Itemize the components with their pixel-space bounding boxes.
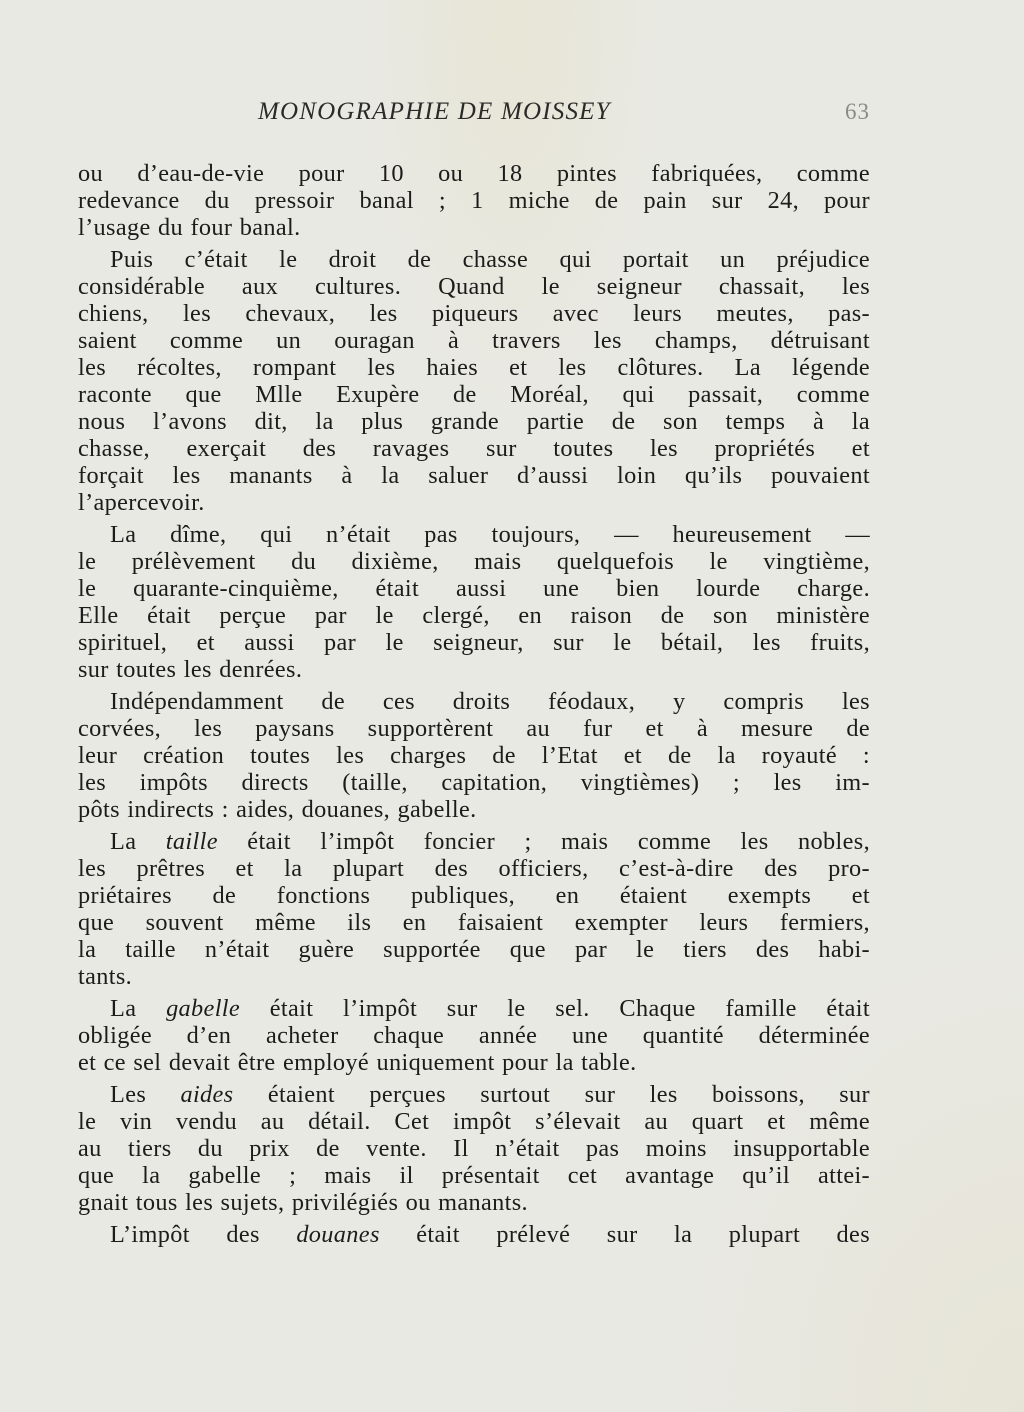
text-line: les prêtres et la plupart des officiers, c’est-à-dire des pro- xyxy=(78,855,870,882)
emphasis-term: aides xyxy=(180,1081,234,1108)
emphasis-term: douanes xyxy=(296,1221,380,1248)
text-line: pôts indirects : aides, douanes, gabelle. xyxy=(78,796,477,823)
text-line xyxy=(78,1221,870,1248)
running-head xyxy=(258,98,870,132)
text-line xyxy=(78,995,870,1022)
text-line: l’apercevoir. xyxy=(78,489,205,516)
text-line: que souvent même ils en faisaient exempter leurs fermiers, xyxy=(78,909,870,936)
text-line: que la gabelle ; mais il présentait cet avantage qu’il attei- xyxy=(78,1162,870,1189)
text-run: L’impôt des xyxy=(110,1221,297,1248)
body-text xyxy=(78,160,870,1253)
paragraph-dime xyxy=(78,521,870,683)
text-run: La xyxy=(110,995,167,1022)
emphasis-term: taille xyxy=(165,828,218,855)
text-line: les récoltes, rompant les haies et les clôtures. La légende xyxy=(78,354,870,381)
emphasis-term: gabelle xyxy=(166,995,241,1022)
paragraph-droit-de-chasse xyxy=(78,246,870,516)
paragraph-continuation xyxy=(78,160,870,241)
text-line: priétaires de fonctions publiques, en étaient exempts et xyxy=(78,882,870,909)
paragraph-aides xyxy=(78,1081,870,1216)
text-line: Indépendamment de ces droits féodaux, y compris les xyxy=(110,688,870,715)
text-run: était l’impôt sur le sel. Chaque famille était xyxy=(240,995,871,1022)
text-line xyxy=(78,1081,870,1108)
text-line: sur toutes les denrées. xyxy=(78,656,303,683)
text-line: l’usage du four banal. xyxy=(78,214,301,241)
paragraph-impots xyxy=(78,688,870,823)
text-line: Puis c’était le droit de chasse qui portait un préjudice xyxy=(110,246,870,273)
text-line: leur création toutes les charges de l’Etat et de la royauté : xyxy=(78,742,870,769)
running-title: MONOGRAPHIE DE MOISSEY xyxy=(258,98,611,125)
text-line: le vin vendu au détail. Cet impôt s’élevait au quart et même xyxy=(78,1108,870,1135)
text-line: redevance du pressoir banal ; 1 miche de pain sur 24, pour xyxy=(78,187,870,214)
text-run: La xyxy=(110,828,166,855)
paragraph-douanes xyxy=(78,1221,870,1248)
text-line: le quarante-cinquième, était aussi une bien lourde charge. xyxy=(78,575,870,602)
text-line: la taille n’était guère supportée que par le tiers des habi- xyxy=(78,936,870,963)
text-line: ou d’eau-de-vie pour 10 ou 18 pintes fabriquées, comme xyxy=(78,160,870,187)
text-run: était prélevé sur la plupart des xyxy=(379,1221,870,1248)
text-line: obligée d’en acheter chaque année une quantité déterminée xyxy=(78,1022,870,1049)
text-line: considérable aux cultures. Quand le seigneur chassait, les xyxy=(78,273,870,300)
text-line: corvées, les paysans supportèrent au fur et à mesure de xyxy=(78,715,870,742)
text-line: au tiers du prix de vente. Il n’était pas moins insupportable xyxy=(78,1135,870,1162)
text-line: chasse, exerçait des ravages sur toutes les propriétés et xyxy=(78,435,870,462)
text-line: les impôts directs (taille, capitation, vingtièmes) ; les im- xyxy=(78,769,870,796)
text-line: raconte que Mlle Exupère de Moréal, qui passait, comme xyxy=(78,381,870,408)
text-line: et ce sel devait être employé uniquement pour la table. xyxy=(78,1049,637,1076)
text-line: saient comme un ouragan à travers les champs, détruisant xyxy=(78,327,870,354)
page-number: 63 xyxy=(845,99,870,124)
text-line: tants. xyxy=(78,963,133,990)
text-run: étaient perçues surtout sur les boissons, sur xyxy=(233,1081,870,1108)
text-run: était l’impôt foncier ; mais comme les nobles, xyxy=(217,828,871,855)
text-line: spirituel, et aussi par le seigneur, sur le bétail, les fruits, xyxy=(78,629,870,656)
paragraph-taille xyxy=(78,828,870,990)
text-line: gnait tous les sujets, privilégiés ou manants. xyxy=(78,1189,528,1216)
text-line: le prélèvement du dixième, mais quelquefois le vingtième, xyxy=(78,548,870,575)
text-line: forçait les manants à la saluer d’aussi loin qu’ils pouvaient xyxy=(78,462,870,489)
text-line: La dîme, qui n’était pas toujours, — heureusement — xyxy=(110,521,870,548)
paragraph-gabelle xyxy=(78,995,870,1076)
text-line xyxy=(78,828,870,855)
text-line: nous l’avons dit, la plus grande partie de son temps à la xyxy=(78,408,870,435)
text-run: Les xyxy=(110,1081,181,1108)
text-line: Elle était perçue par le clergé, en raison de son ministère xyxy=(78,602,870,629)
text-line: chiens, les chevaux, les piqueurs avec leurs meutes, pas- xyxy=(78,300,870,327)
